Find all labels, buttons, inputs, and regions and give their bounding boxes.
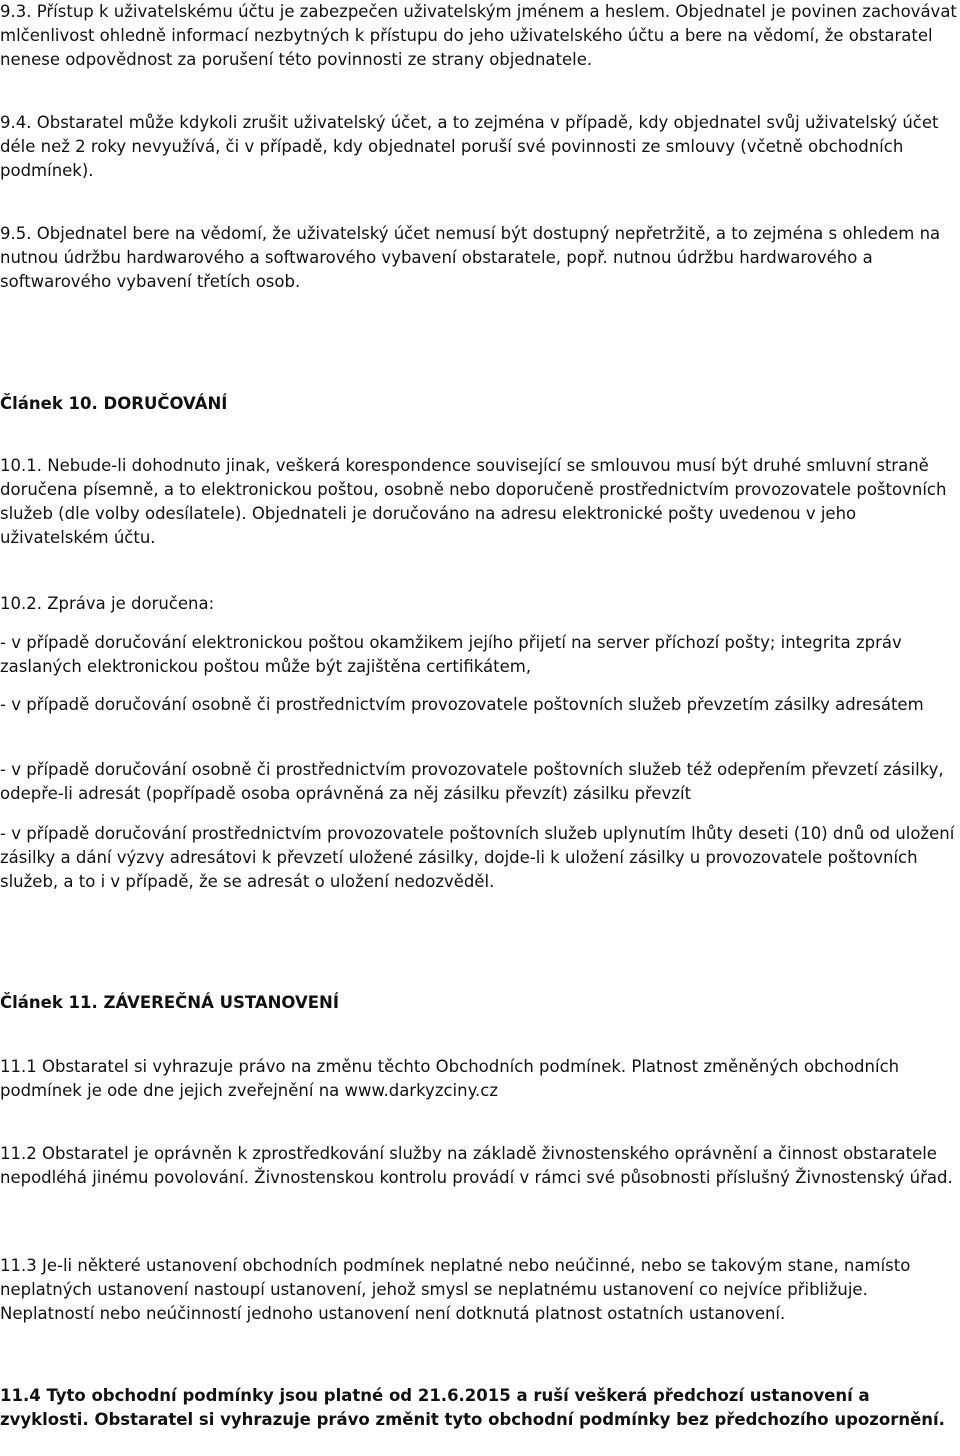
paragraph-10-1: 10.1. Nebude-li dohodnuto jinak, veškerá korespondence související se smlouvou musí být druhé smluvní straně doručena písemně, a to elektronickou poštou, osobně nebo doporučeně prostřednictvím provozovatele poštovních služeb (dle volby odesílatele). Objednateli je doručováno na adresu elektronické pošty uvedenou v jeho uživatelském účtu.: [0, 456, 947, 547]
paragraph-11-1: 11.1 Obstaratel si vyhrazuje právo na změnu těchto Obchodních podmínek. Platnost změněných obchodních podmínek je ode dne jejich zveřejnění na www.darkyzciny.cz: [0, 1057, 900, 1100]
heading-article-10: Článek 10. DORUČOVÁNÍ: [0, 394, 228, 413]
list-item-refusal: - v případě doručování osobně či prostřednictvím provozovatele poštovních služeb též odepřením převzetí zásilky, odepře-li adresát (popřípadě osoba oprávněná za něj zásilku převzít) zásilku převzít: [0, 760, 944, 803]
paragraph-9-5: 9.5. Objednatel bere na vědomí, že uživatelský účet nemusí být dostupný nepřetržitě, a to zejména s ohledem na nutnou údržbu hardwarového a softwarového vybavení obstaratele, popř. nutnou údržbu hardwarového a softwarového vybavení třetích osob.: [0, 224, 941, 291]
list-item-email-delivery: - v případě doručování elektronickou poštou okamžikem jejího přijetí na server příchozí pošty; integrita zpráv zaslaných elektronickou poštou může být zajištěna certifikátem,: [0, 633, 902, 676]
list-item-postal-deposit: - v případě doručování prostřednictvím provozovatele poštovních služeb uplynutím lhůty deseti (10) dnů od uložení zásilky a dání výzvy adresátovi k převzetí uložené zásilky, dojde-li k uložení zásilky u provozovatele poštovních služeb, a to i v případě, že se adresát o uložení nedozvěděl.: [0, 824, 955, 891]
paragraph-9-3: 9.3. Přístup k uživatelskému účtu je zabezpečen uživatelským jménem a heslem. Objednatel je povinen zachovávat mlčenlivost ohledně informací nezbytných k přístupu do jeho uživatelského účtu a bere na vědomí, že obstaratel nenese odpovědnost za porušení této povinnosti ze strany objednatele.: [0, 2, 957, 69]
paragraph-10-2: 10.2. Zpráva je doručena:: [0, 594, 215, 613]
heading-article-11: Článek 11. ZÁVEREČNÁ USTANOVENÍ: [0, 993, 339, 1012]
paragraph-11-3: 11.3 Je-li některé ustanovení obchodních podmínek neplatné nebo neúčinné, nebo se takovým stane, namísto neplatných ustanovení nastoupí ustanovení, jehož smysl se neplatnému ustanovení co nejvíce přibližuje. Neplatností nebo neúčinností jednoho ustanovení není dotknutá platnost ostatních ustanovení.: [0, 1256, 911, 1323]
paragraph-11-2: 11.2 Obstaratel je oprávněn k zprostředkování služby na základě živnostenského oprávnění a činnost obstaratele nepodléhá jinému povolování. Živnostenskou kontrolu provádí v rámci své působnosti příslušný Živnostenský úřad.: [0, 1144, 953, 1187]
list-item-personal-delivery: - v případě doručování osobně či prostřednictvím provozovatele poštovních služeb převzetím zásilky adresátem: [0, 695, 924, 714]
paragraph-9-4: 9.4. Obstaratel může kdykoli zrušit uživatelský účet, a to zejména v případě, kdy objednatel svůj uživatelský účet déle než 2 roky nevyužívá, či v případě, kdy objednatel poruší své povinnosti ze smlouvy (včetně obchodních podmínek).: [0, 113, 939, 180]
paragraph-11-4: 11.4 Tyto obchodní podmínky jsou platné od 21.6.2015 a ruší veškerá předchozí ustanovení a zvyklosti. Obstaratel si vyhrazuje právo změnit tyto obchodní podmínky bez předchozího upozornění.: [0, 1386, 945, 1429]
